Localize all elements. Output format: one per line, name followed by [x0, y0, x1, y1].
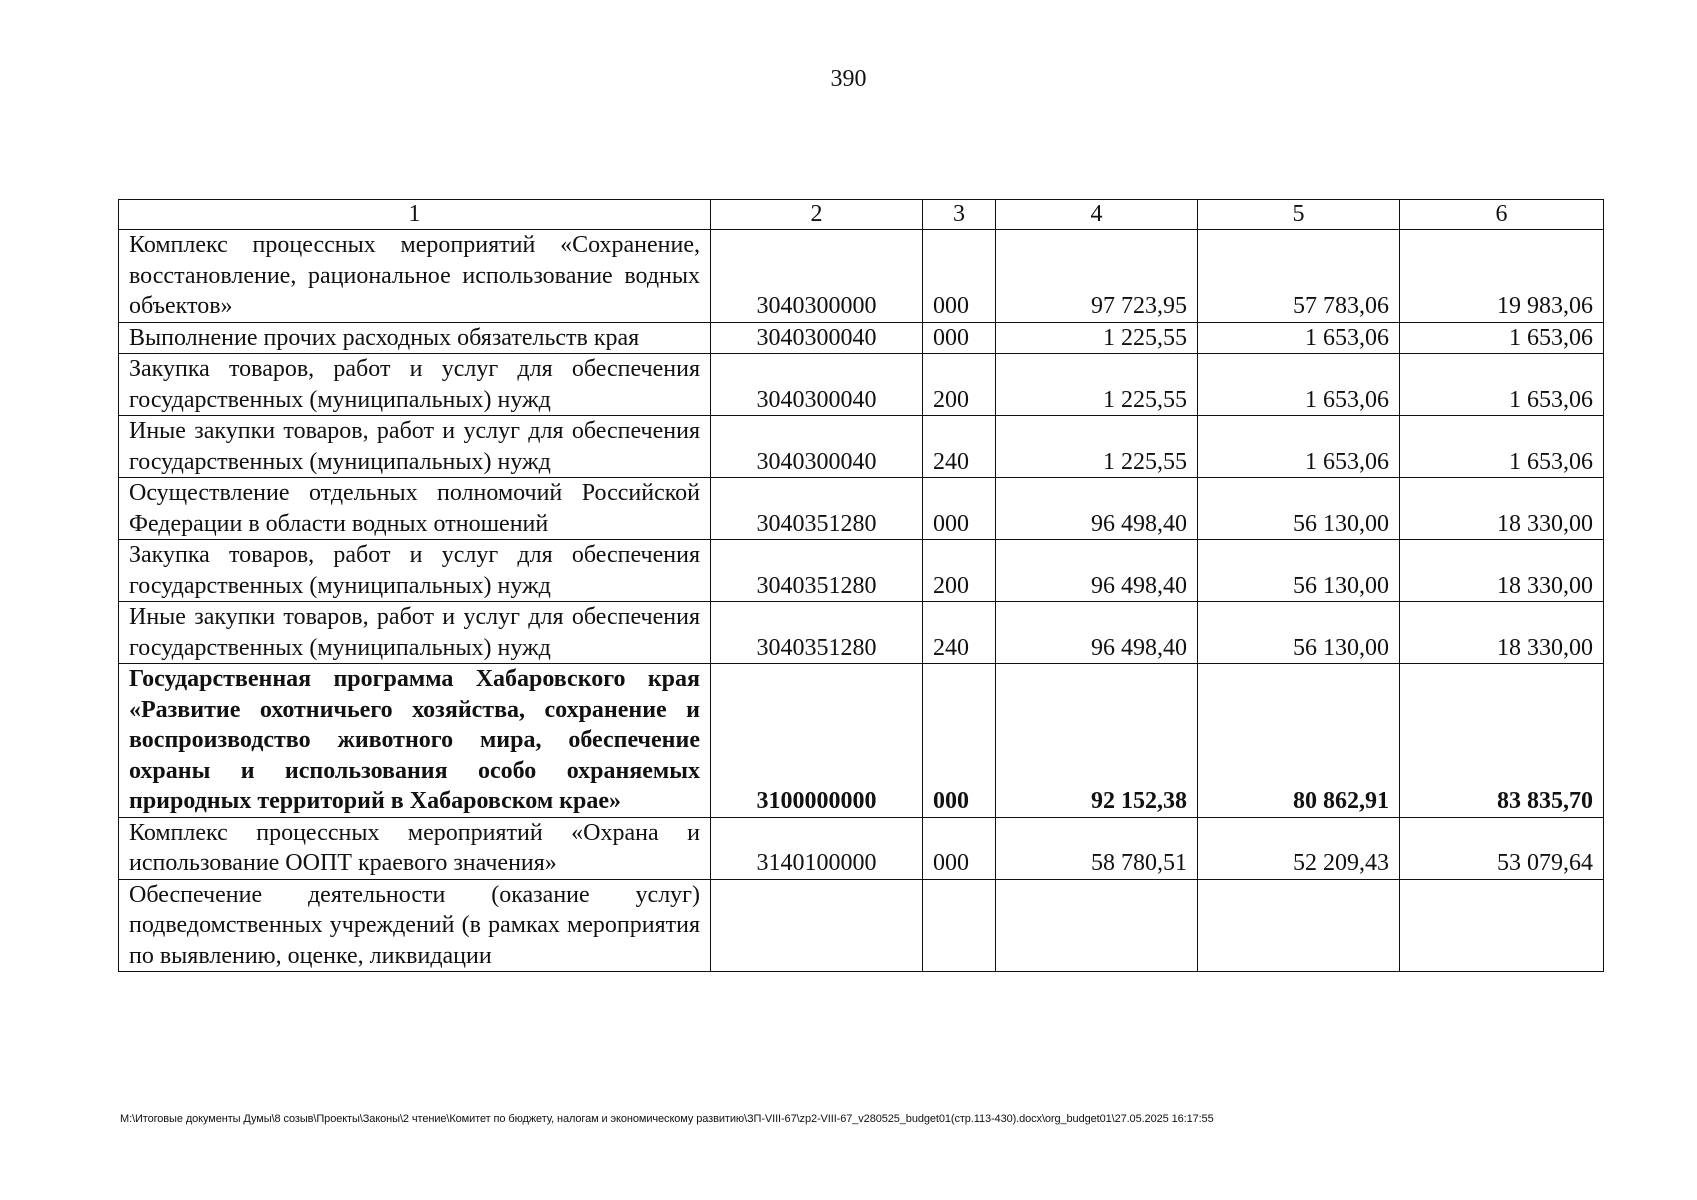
table-row: [119, 540, 1604, 602]
amount-col5-cell: 56 130,00: [1198, 602, 1400, 664]
table-row: [119, 322, 1604, 354]
target-code-cell: 3040351280: [711, 540, 923, 602]
column-header-1: 1: [119, 200, 711, 230]
amount-col4-cell: [996, 879, 1198, 972]
amount-col4-cell: 97 723,95: [996, 230, 1198, 323]
amount-col4-cell: 1 225,55: [996, 354, 1198, 416]
target-code-cell: [711, 879, 923, 972]
amount-col6-cell: 53 079,64: [1400, 817, 1604, 879]
amount-col4-cell: 96 498,40: [996, 602, 1198, 664]
amount-col6-cell: 18 330,00: [1400, 478, 1604, 540]
table-row: [119, 416, 1604, 478]
row-name-cell: Осуществление отдельных полномочий Российской Федерации в области водных отношений: [119, 478, 711, 540]
row-name-cell: Комплекс процессных мероприятий «Сохранение, восстановление, рациональное использование водных объектов»: [119, 230, 711, 323]
page-number: 390: [830, 66, 867, 92]
table-row: [119, 664, 1604, 818]
expense-type-cell: 000: [923, 478, 996, 540]
amount-col4-cell: 96 498,40: [996, 540, 1198, 602]
row-name-cell: Закупка товаров, работ и услуг для обеспечения государственных (муниципальных) нужд: [119, 540, 711, 602]
expense-type-cell: 000: [923, 230, 996, 323]
table-row: [119, 354, 1604, 416]
table-body: [119, 230, 1604, 972]
target-code-cell: 3040300040: [711, 416, 923, 478]
row-name-cell: Обеспечение деятельности (оказание услуг) подведомственных учреждений (в рамках мероприятия по выявлению, оценке, ликвидации: [119, 879, 711, 972]
expense-type-cell: 200: [923, 354, 996, 416]
amount-col5-cell: 52 209,43: [1198, 817, 1400, 879]
table-row: [119, 602, 1604, 664]
expense-type-cell: 240: [923, 602, 996, 664]
amount-col6-cell: [1400, 879, 1604, 972]
amount-col4-cell: 1 225,55: [996, 322, 1198, 354]
amount-col5-cell: 56 130,00: [1198, 540, 1400, 602]
target-code-cell: 3040300000: [711, 230, 923, 323]
amount-col5-cell: 1 653,06: [1198, 416, 1400, 478]
column-header-3: 3: [923, 200, 996, 230]
row-name-cell: Государственная программа Хабаровского края «Развитие охотничьего хозяйства, сохранение и воспроизводство животного мира, обеспечение охраны и использования особо охраняемых природных территорий в Хабаровском крае»: [119, 664, 711, 818]
row-name-cell: Иные закупки товаров, работ и услуг для обеспечения государственных (муниципальных) нужд: [119, 416, 711, 478]
table-row: [119, 230, 1604, 323]
table-row: [119, 478, 1604, 540]
expense-type-cell: [923, 879, 996, 972]
amount-col4-cell: 92 152,38: [996, 664, 1198, 818]
amount-col6-cell: 1 653,06: [1400, 354, 1604, 416]
amount-col4-cell: 96 498,40: [996, 478, 1198, 540]
expense-type-cell: 000: [923, 664, 996, 818]
row-name-cell: Выполнение прочих расходных обязательств края: [119, 322, 711, 354]
amount-col6-cell: 1 653,06: [1400, 322, 1604, 354]
target-code-cell: 3040300040: [711, 354, 923, 416]
amount-col5-cell: 57 783,06: [1198, 230, 1400, 323]
column-header-5: 5: [1198, 200, 1400, 230]
amount-col6-cell: 83 835,70: [1400, 664, 1604, 818]
budget-table: [118, 199, 1604, 972]
target-code-cell: 3040300040: [711, 322, 923, 354]
target-code-cell: 3040351280: [711, 478, 923, 540]
table-row: [119, 817, 1604, 879]
amount-col4-cell: 1 225,55: [996, 416, 1198, 478]
column-header-2: 2: [711, 200, 923, 230]
amount-col5-cell: 80 862,91: [1198, 664, 1400, 818]
amount-col5-cell: [1198, 879, 1400, 972]
document-path-footer: M:\Итоговые документы Думы\8 созыв\Проекты\Законы\2 чтение\Комитет по бюджету, налогам и экономическому развитию\ЗП-VIII-67\zp2-VIII-67_v280525_budget01(стр.113-430).docx\org_budget01\27.05.2025 16:17:55: [120, 1113, 1214, 1125]
column-header-6: 6: [1400, 200, 1604, 230]
amount-col5-cell: 56 130,00: [1198, 478, 1400, 540]
target-code-cell: 3040351280: [711, 602, 923, 664]
row-name-cell: Закупка товаров, работ и услуг для обеспечения государственных (муниципальных) нужд: [119, 354, 711, 416]
expense-type-cell: 000: [923, 322, 996, 354]
amount-col5-cell: 1 653,06: [1198, 354, 1400, 416]
amount-col6-cell: 18 330,00: [1400, 540, 1604, 602]
target-code-cell: 3100000000: [711, 664, 923, 818]
expense-type-cell: 000: [923, 817, 996, 879]
row-name-cell: Комплекс процессных мероприятий «Охрана и использование ООПТ краевого значения»: [119, 817, 711, 879]
target-code-cell: 3140100000: [711, 817, 923, 879]
amount-col4-cell: 58 780,51: [996, 817, 1198, 879]
amount-col6-cell: 18 330,00: [1400, 602, 1604, 664]
expense-type-cell: 200: [923, 540, 996, 602]
table-row: [119, 879, 1604, 972]
row-name-cell: Иные закупки товаров, работ и услуг для обеспечения государственных (муниципальных) нужд: [119, 602, 711, 664]
column-header-4: 4: [996, 200, 1198, 230]
amount-col6-cell: 1 653,06: [1400, 416, 1604, 478]
amount-col5-cell: 1 653,06: [1198, 322, 1400, 354]
amount-col6-cell: 19 983,06: [1400, 230, 1604, 323]
table-header-row: [119, 200, 1604, 230]
expense-type-cell: 240: [923, 416, 996, 478]
